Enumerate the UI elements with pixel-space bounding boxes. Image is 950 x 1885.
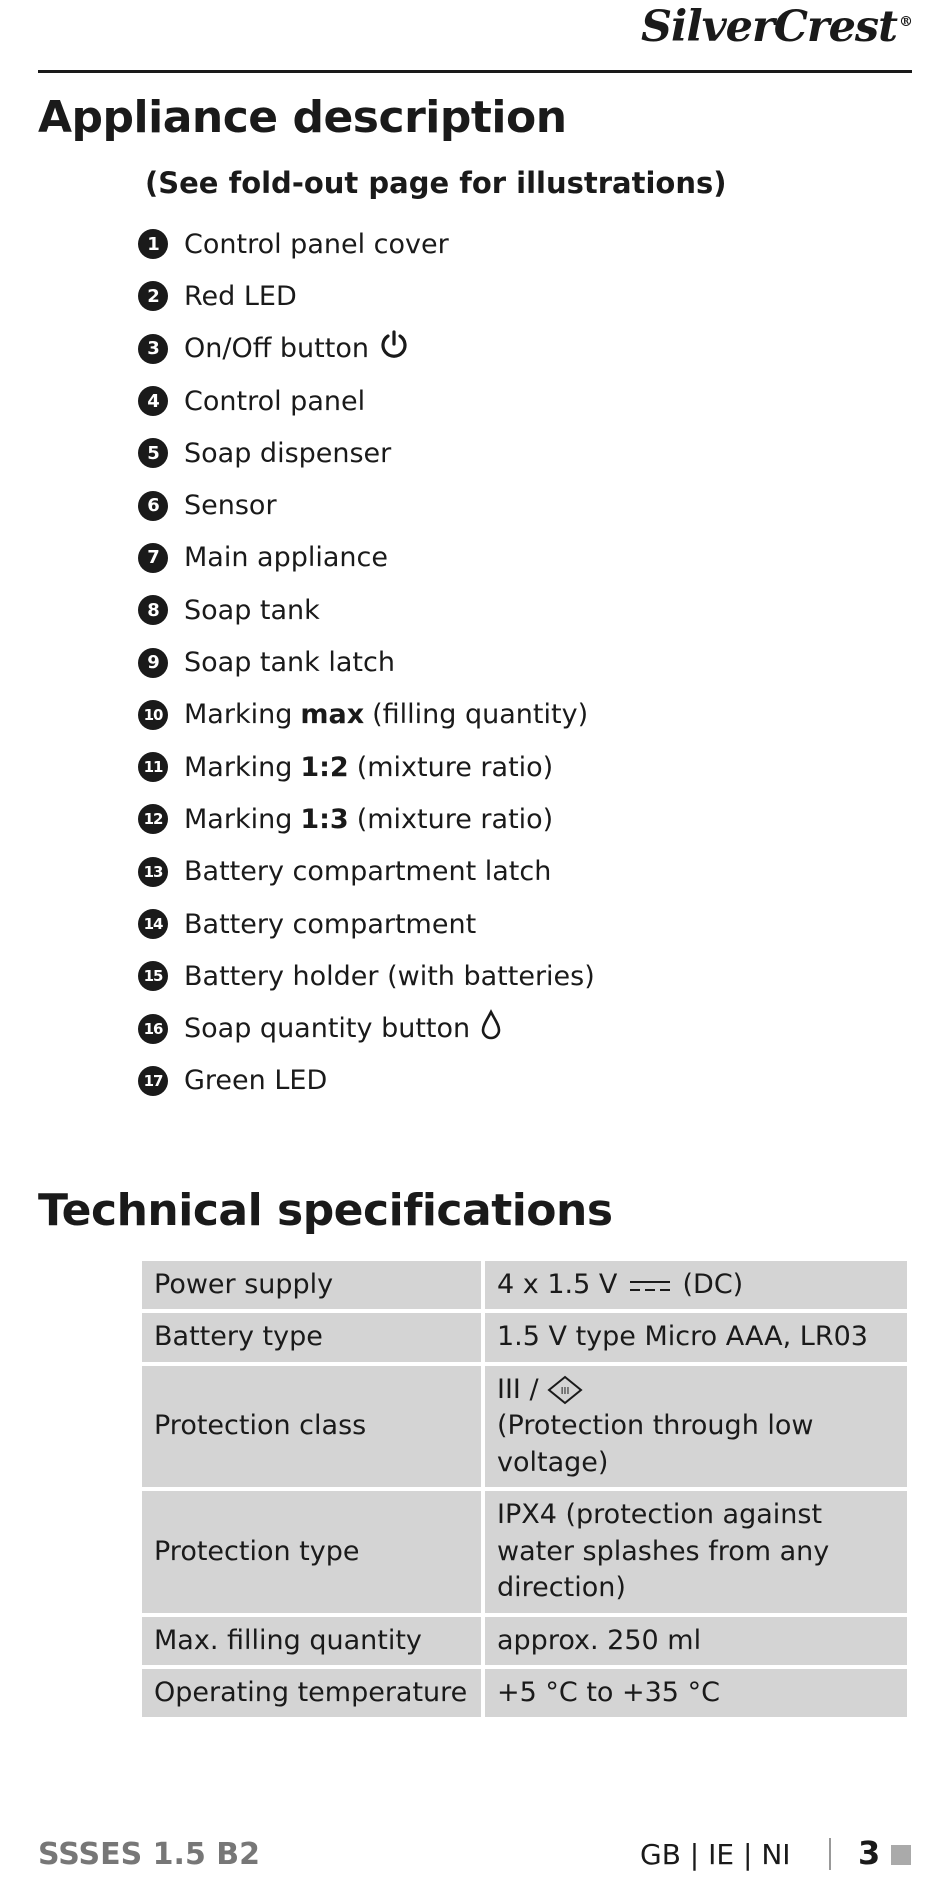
spec-value: approx. 250 ml [485, 1617, 907, 1665]
item-number: 3 [138, 334, 168, 364]
list-item [138, 846, 595, 898]
list-item [138, 1002, 595, 1054]
list-item [138, 375, 595, 427]
item-marking: 1:3 [300, 803, 349, 835]
header-rule [38, 70, 912, 73]
technical-specifications-heading: Technical specifications [38, 1185, 613, 1236]
list-item [138, 636, 595, 688]
appliance-description-heading: Appliance description [38, 92, 567, 143]
table-row [142, 1491, 907, 1612]
item-number: 5 [138, 438, 168, 468]
list-item [138, 689, 595, 741]
spec-value: IPX4 (protection against water splashes from any direction) [485, 1491, 907, 1612]
spec-key: Protection class [142, 1366, 481, 1487]
list-item [138, 270, 595, 322]
item-number: 16 [138, 1014, 168, 1044]
spec-value-line [497, 1372, 895, 1408]
list-item [138, 898, 595, 950]
dc-symbol-icon [626, 1269, 674, 1300]
item-label: Soap dispenser [184, 437, 392, 469]
spec-key: Battery type [142, 1313, 481, 1361]
list-item [138, 793, 595, 845]
footer-divider [829, 1838, 831, 1870]
spec-key: Max. filling quantity [142, 1617, 481, 1665]
spec-value [485, 1366, 907, 1487]
item-label: Marking [184, 699, 293, 731]
item-marking: max [300, 699, 365, 731]
item-label-suffix: (mixture ratio) [356, 751, 554, 783]
item-label: Battery holder (with batteries) [184, 960, 595, 992]
spec-value: 1.5 V type Micro AAA, LR03 [485, 1313, 907, 1361]
fold-out-note: (See fold-out page for illustrations) [145, 166, 727, 200]
list-item [138, 218, 595, 270]
item-label: Main appliance [184, 542, 388, 574]
spec-value: +5 °C to +35 °C [485, 1669, 907, 1717]
item-number: 1 [138, 229, 168, 259]
table-row [142, 1617, 907, 1665]
item-label: Battery compartment latch [184, 856, 552, 888]
table-row [142, 1669, 907, 1717]
item-label: On/Off button [184, 333, 369, 365]
item-number: 12 [138, 804, 168, 834]
item-label-suffix: (filling quantity) [372, 699, 589, 731]
spec-value-text: 4 x 1.5 V [497, 1269, 626, 1300]
table-row [142, 1366, 907, 1487]
item-number: 14 [138, 909, 168, 939]
item-label: Control panel [184, 385, 366, 417]
page-number: 3 [858, 1834, 881, 1872]
spec-value-line2: (Protection through low voltage) [497, 1410, 814, 1478]
item-label: Soap tank [184, 594, 320, 626]
item-label: Battery compartment [184, 908, 477, 940]
item-label-suffix: (mixture ratio) [356, 803, 554, 835]
spec-value-text: III / [497, 1373, 548, 1405]
item-number: 2 [138, 281, 168, 311]
spec-value [485, 1261, 907, 1309]
table-row [142, 1313, 907, 1361]
item-label: Green LED [184, 1065, 328, 1097]
item-number: 8 [138, 595, 168, 625]
spec-value-suffix: (DC) [673, 1269, 744, 1300]
item-number: 4 [138, 386, 168, 416]
item-number: 9 [138, 648, 168, 678]
item-number: 11 [138, 752, 168, 782]
svg-text:III: III [560, 1386, 570, 1398]
list-item [138, 950, 595, 1002]
list-item [138, 1055, 595, 1107]
spec-value-line [497, 1267, 895, 1303]
model-number: SSSES 1.5 B2 [38, 1837, 260, 1872]
spec-key: Operating temperature [142, 1669, 481, 1717]
list-item [138, 532, 595, 584]
protection-class-iii-icon [547, 1374, 583, 1405]
table-row [142, 1261, 907, 1309]
item-label: Control panel cover [184, 228, 449, 260]
drop-icon [480, 1009, 502, 1048]
item-label: Red LED [184, 280, 297, 312]
list-item [138, 323, 595, 375]
item-label: Marking [184, 751, 293, 783]
item-number: 17 [138, 1066, 168, 1096]
item-number: 13 [138, 857, 168, 887]
spec-key: Protection type [142, 1491, 481, 1612]
page-marker [891, 1845, 911, 1865]
item-number: 6 [138, 491, 168, 521]
brand-logo: SilverCrest ® [640, 2, 912, 52]
item-number: 10 [138, 700, 168, 730]
item-number: 15 [138, 961, 168, 991]
parts-list [138, 218, 595, 1107]
spec-key: Power supply [142, 1261, 481, 1309]
item-label: Soap tank latch [184, 647, 395, 679]
item-label: Soap quantity button [184, 1013, 471, 1045]
list-item [138, 427, 595, 479]
item-number: 7 [138, 543, 168, 573]
language-codes: GB | IE | NI [640, 1838, 791, 1871]
item-label: Sensor [184, 490, 277, 522]
list-item [138, 741, 595, 793]
list-item [138, 479, 595, 531]
item-label: Marking [184, 803, 293, 835]
item-marking: 1:2 [300, 751, 349, 783]
spec-table [138, 1257, 911, 1721]
list-item [138, 584, 595, 636]
power-icon [379, 329, 409, 368]
